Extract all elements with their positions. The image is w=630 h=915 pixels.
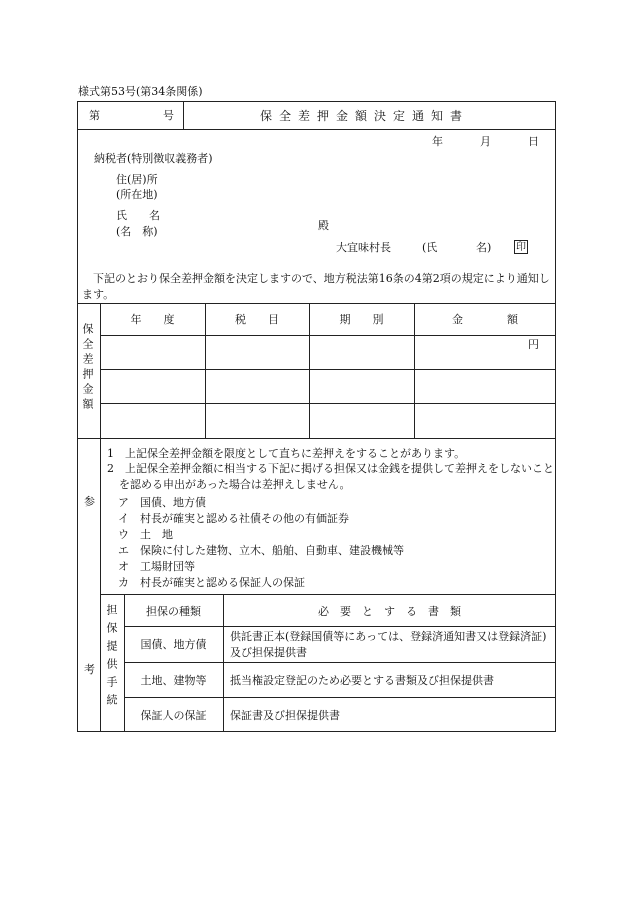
amount-side-label: 保全差押金額 [81,323,94,413]
name-label: 氏 名 [116,209,160,222]
amount-table-bottom [77,438,556,439]
amount-row-divider-1 [100,369,556,370]
date-day: 日 [528,135,539,148]
collateral-docs-cell: 保証書及び担保提供書 [230,709,340,722]
note-item-2: 2 上記保全差押金額に相当する下記に掲げる担保又は金銭を提供して差押えをしないことを認める申出があった場合は差押えしません。 [107,462,554,491]
collateral-row-divider-2 [124,697,556,698]
collateral-docs-cell: 供託書正本(登録国債等にあっては、登録済通知書又は登録済証)及び担保提供書 [230,630,547,659]
collateral-list-item: イ 村長が確実と認める社債その他の有価証券 [118,512,349,525]
note-item-1: 1 上記保全差押金額を限度として直ちに差押えをすることがあります。 [107,447,466,460]
header-amount: 金 額 [452,313,518,326]
header-collateral-kind: 担保の種類 [146,605,201,618]
collateral-list-item: エ 保険に付した建物、立木、船舶、自動車、建設機械等 [118,544,404,557]
yen-unit: 円 [528,338,539,351]
collateral-kind-cell: 保証人の保証 [140,709,207,722]
amount-table-top [77,303,556,304]
collateral-row-divider-1 [124,662,556,663]
header-divider [77,129,556,130]
notice-text: 下記のとおり保全差押金額を決定しますので、地方税法第16条の4第2項の規定により通知します。 [82,272,550,301]
date-year: 年 [432,135,443,148]
corp-name-label: (名 称) [116,225,158,238]
location-label: (所在地) [116,188,158,201]
amount-row-divider-2 [100,403,556,404]
collateral-list-item: オ 工場財団等 [118,560,195,573]
issuer-shi: (氏 [422,241,438,254]
header-tax-item: 税 目 [235,313,279,326]
header-period: 期 別 [339,313,384,326]
collateral-list-item: ア 国債、地方債 [118,496,206,509]
number-dai: 第 [89,109,100,122]
collateral-docs-cell: 抵当権設定登記のため必要とする書類及び担保提供書 [230,674,494,687]
collateral-kind-cell: 国債、地方債 [140,638,207,651]
collateral-header-divider [124,626,556,627]
notes-side-divider [100,438,101,732]
date-month: 月 [480,135,491,148]
number-go: 号 [163,109,174,122]
header-split [183,101,184,129]
collateral-side-label: 担保提供手続 [105,604,118,712]
header-fiscal-year: 年 度 [130,313,175,326]
document-title: 保全差押金額決定通知書 [260,109,470,123]
amount-header-divider [100,335,556,336]
collateral-kind-cell: 土地、建物等 [140,674,207,687]
taxpayer-label: 納税者(特別徴収義務者) [94,152,213,165]
collateral-list-item: カ 村長が確実と認める保証人の保証 [118,576,305,589]
collateral-list-item: ウ 土 地 [118,528,173,541]
notes-side-label-bottom: 考 [84,663,95,676]
header-required-docs: 必 要 と す る 書 類 [318,605,461,618]
issuer-mei: 名) [476,241,492,254]
collateral-table-top [100,594,556,595]
seal-mark: 印 [516,242,526,253]
form-label: 様式第53号(第34条関係) [78,85,203,98]
address-label: 住(居)所 [116,173,158,186]
notes-side-label-top: 参 [84,495,95,508]
honorific-dono: 殿 [318,219,329,232]
issuer-mayor: 大宜味村長 [336,241,391,254]
